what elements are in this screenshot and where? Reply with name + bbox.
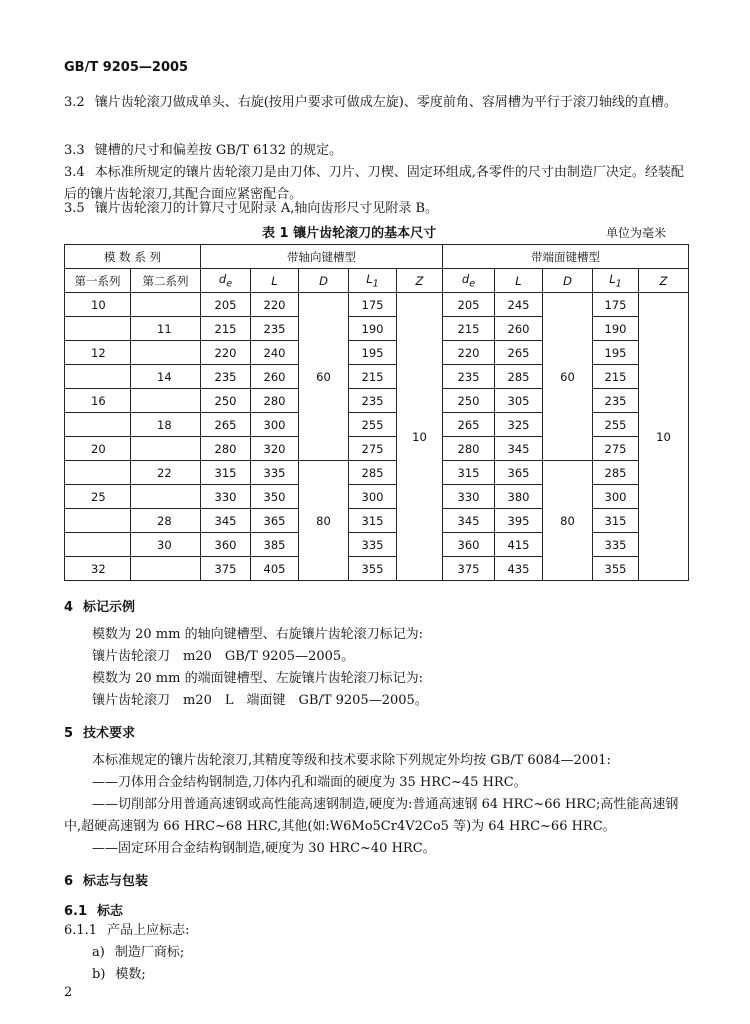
table-cell: 220 <box>251 293 299 317</box>
table-cell: 300 <box>349 485 397 509</box>
table-cell <box>65 461 131 485</box>
clause-text: 镶片齿轮滚刀的计算尺寸见附录 A,轴向齿形尺寸见附录 B。 <box>94 201 439 216</box>
table-cell: 215 <box>349 365 397 389</box>
table-cell: 215 <box>201 317 251 341</box>
table-cell: 300 <box>593 485 639 509</box>
section-5-heading <box>64 722 135 741</box>
table-cell: 190 <box>349 317 397 341</box>
table-cell: 305 <box>495 389 543 413</box>
table-cell: 28 <box>131 509 201 533</box>
list-item-a <box>92 942 717 964</box>
list-marker: b) <box>92 967 106 982</box>
end-keyway-header: 带端面键槽型 <box>443 245 689 269</box>
table-cell: 16 <box>65 389 131 413</box>
table-cell: 405 <box>251 557 299 581</box>
table-cell: 265 <box>443 413 495 437</box>
table-cell: 375 <box>201 557 251 581</box>
table-cell: 250 <box>201 389 251 413</box>
table-row <box>65 509 689 533</box>
section-6-1-heading <box>64 900 123 919</box>
table-cell: 280 <box>251 389 299 413</box>
table-cell: 215 <box>443 317 495 341</box>
clause-3-3 <box>64 140 689 162</box>
table-cell: 395 <box>495 509 543 533</box>
table-cell: 345 <box>201 509 251 533</box>
table-cell: 260 <box>251 365 299 389</box>
table-cell: 60 <box>299 293 349 461</box>
table-cell <box>65 317 131 341</box>
table-cell: 11 <box>131 317 201 341</box>
section-4-heading <box>64 596 135 615</box>
table-cell: 335 <box>593 533 639 557</box>
axial-L-header: L <box>251 269 299 293</box>
section-title: 技术要求 <box>83 726 136 741</box>
table-row <box>65 557 689 581</box>
table-cell: 275 <box>593 437 639 461</box>
tech-req-item-3: ——固定环用合金结构钢制造,硬度为 30 HRC~40 HRC。 <box>92 841 436 856</box>
table-cell: 245 <box>495 293 543 317</box>
table-cell: 345 <box>443 509 495 533</box>
table-cell: 190 <box>593 317 639 341</box>
table-cell: 280 <box>201 437 251 461</box>
table-cell: 10 <box>639 293 689 581</box>
table-row <box>65 485 689 509</box>
table-row <box>65 389 689 413</box>
end-Z-header: Z <box>639 269 689 293</box>
table-cell: 435 <box>495 557 543 581</box>
table-cell <box>131 485 201 509</box>
marking-line-2: 镶片齿轮滚刀 m20 GB/T 9205—2005。 <box>92 649 355 664</box>
table-cell: 355 <box>349 557 397 581</box>
table-cell: 30 <box>131 533 201 557</box>
table-cell: 285 <box>495 365 543 389</box>
table-cell: 355 <box>593 557 639 581</box>
table-cell: 315 <box>201 461 251 485</box>
table-cell: 220 <box>201 341 251 365</box>
axial-de-header: $d_e$ <box>201 269 251 293</box>
table-cell: 250 <box>443 389 495 413</box>
section-6-heading <box>64 870 148 889</box>
list-marker: a) <box>92 945 105 960</box>
table-cell: 32 <box>65 557 131 581</box>
section-number: 5 <box>64 726 74 741</box>
section-title: 标记示例 <box>83 600 136 615</box>
table-cell: 325 <box>495 413 543 437</box>
table-cell: 285 <box>349 461 397 485</box>
table-cell: 12 <box>65 341 131 365</box>
table-row <box>65 293 689 317</box>
series2-header: 第二系列 <box>131 269 201 293</box>
table-cell: 260 <box>495 317 543 341</box>
table-cell: 18 <box>131 413 201 437</box>
table-cell: 14 <box>131 365 201 389</box>
clause-number: 6.1.1 <box>64 923 98 938</box>
table-cell: 215 <box>593 365 639 389</box>
section-number: 4 <box>64 600 74 615</box>
table-cell: 300 <box>251 413 299 437</box>
axial-D-header: D <box>299 269 349 293</box>
table-cell: 360 <box>443 533 495 557</box>
marking-line-3: 模数为 20 mm 的端面键槽型、左旋镶片齿轮滚刀标记为: <box>92 671 423 686</box>
clause-6-1-1 <box>64 920 689 942</box>
table-cell: 255 <box>593 413 639 437</box>
table-row <box>65 317 689 341</box>
table-caption: 表 1 镶片齿轮滚刀的基本尺寸 <box>262 226 437 241</box>
table-cell: 220 <box>443 341 495 365</box>
table-cell <box>131 293 201 317</box>
table-cell: 195 <box>349 341 397 365</box>
table-cell: 265 <box>495 341 543 365</box>
table-cell: 350 <box>251 485 299 509</box>
axial-L1-header: $L_1$ <box>349 269 397 293</box>
table-cell: 345 <box>495 437 543 461</box>
table-cell: 20 <box>65 437 131 461</box>
table-cell: 385 <box>251 533 299 557</box>
page-number: 2 <box>64 985 73 1000</box>
table-cell: 275 <box>349 437 397 461</box>
standard-number-header: GB/T 9205—2005 <box>64 60 189 75</box>
marking-line-4: 镶片齿轮滚刀 m20 L 端面键 GB/T 9205—2005。 <box>92 693 428 708</box>
table-cell: 205 <box>201 293 251 317</box>
table-cell: 415 <box>495 533 543 557</box>
table-cell: 80 <box>299 461 349 581</box>
table-row <box>65 437 689 461</box>
axial-Z-header: Z <box>397 269 443 293</box>
table-cell: 10 <box>65 293 131 317</box>
table-cell <box>65 413 131 437</box>
table-row <box>65 461 689 485</box>
basic-dimensions-table <box>64 244 689 581</box>
table-cell: 195 <box>593 341 639 365</box>
table-row <box>65 533 689 557</box>
table-cell <box>131 341 201 365</box>
table-cell: 280 <box>443 437 495 461</box>
table-cell: 360 <box>201 533 251 557</box>
clause-text: 键槽的尺寸和偏差按 GB/T 6132 的规定。 <box>94 143 343 158</box>
table-cell: 175 <box>593 293 639 317</box>
end-D-header: D <box>543 269 593 293</box>
table-cell: 315 <box>593 509 639 533</box>
tech-req-item-2: ——切削部分用普通高速钢或高性能高速钢制造,硬度为:普通高速钢 64 HRC~66 HRC;高性能高速钢中,超硬高速钢为 66 HRC~68 HRC,其他(如:W6Mo5Cr4V2Co5 等)为 64 HRC~66 HRC。 <box>64 797 679 834</box>
tech-req-intro: 本标准规定的镶片齿轮滚刀,其精度等级和技术要求除下列规定外均按 GB/T 6084—2001: <box>92 753 611 768</box>
clause-number: 3.3 <box>64 143 85 158</box>
end-L1-header: $L_1$ <box>593 269 639 293</box>
axial-keyway-header: 带轴向键槽型 <box>201 245 443 269</box>
table-unit: 单位为毫米 <box>606 226 667 240</box>
clause-number: 3.2 <box>64 95 85 110</box>
table-cell <box>131 389 201 413</box>
clause-text: 产品上应标志: <box>107 923 190 938</box>
clause-3-2 <box>64 92 689 114</box>
table-row <box>65 341 689 365</box>
table-cell: 240 <box>251 341 299 365</box>
table-cell: 365 <box>495 461 543 485</box>
table-cell: 265 <box>201 413 251 437</box>
table-cell: 375 <box>443 557 495 581</box>
table-cell: 205 <box>443 293 495 317</box>
tech-req-item-1: ——刀体用合金结构钢制造,刀体内孔和端面的硬度为 35 HRC~45 HRC。 <box>92 775 527 790</box>
table-cell: 235 <box>201 365 251 389</box>
section-number: 6 <box>64 874 74 889</box>
table-cell: 255 <box>349 413 397 437</box>
module-series-header: 模 数 系 列 <box>65 245 201 269</box>
table-cell: 175 <box>349 293 397 317</box>
section-title: 标志与包装 <box>83 874 149 889</box>
table-cell: 25 <box>65 485 131 509</box>
clause-text: 本标准所规定的镶片齿轮滚刀是由刀体、刀片、刀楔、固定环组成,各零件的尺寸由制造厂决定。经装配后的镶片齿轮滚刀,其配合面应紧密配合。 <box>64 165 684 202</box>
table-cell: 235 <box>349 389 397 413</box>
end-L-header: L <box>495 269 543 293</box>
table-cell: 315 <box>443 461 495 485</box>
series1-header: 第一系列 <box>65 269 131 293</box>
list-item-b <box>92 964 717 986</box>
table-body <box>65 293 689 581</box>
table-cell: 235 <box>443 365 495 389</box>
marking-line-1: 模数为 20 mm 的轴向键槽型、右旋镶片齿轮滚刀标记为: <box>92 627 423 642</box>
table-cell: 315 <box>349 509 397 533</box>
table-cell <box>131 437 201 461</box>
list-text: 制造厂商标; <box>114 945 185 960</box>
table-cell <box>131 557 201 581</box>
table-cell <box>65 533 131 557</box>
table-cell: 380 <box>495 485 543 509</box>
table-row <box>65 365 689 389</box>
table-cell: 10 <box>397 293 443 581</box>
table-row <box>65 413 689 437</box>
clause-number: 3.5 <box>64 201 85 216</box>
clause-number: 3.4 <box>64 165 85 180</box>
table-cell: 235 <box>593 389 639 413</box>
table-cell: 335 <box>349 533 397 557</box>
table-cell: 285 <box>593 461 639 485</box>
table-cell: 235 <box>251 317 299 341</box>
table-cell: 80 <box>543 461 593 581</box>
table-cell: 330 <box>201 485 251 509</box>
section-number: 6.1 <box>64 904 88 919</box>
table-cell <box>65 365 131 389</box>
table-cell: 320 <box>251 437 299 461</box>
table-cell: 60 <box>543 293 593 461</box>
section-title: 标志 <box>97 904 124 919</box>
clause-3-5 <box>64 198 689 220</box>
end-de-header: $d_e$ <box>443 269 495 293</box>
table-cell: 330 <box>443 485 495 509</box>
clause-text: 镶片齿轮滚刀做成单头、右旋(按用户要求可做成左旋)、零度前角、容屑槽为平行于滚刀轴线的直槽。 <box>94 95 677 110</box>
list-text: 模数; <box>115 967 146 982</box>
table-cell <box>65 509 131 533</box>
table-cell: 22 <box>131 461 201 485</box>
table-cell: 365 <box>251 509 299 533</box>
table-cell: 335 <box>251 461 299 485</box>
